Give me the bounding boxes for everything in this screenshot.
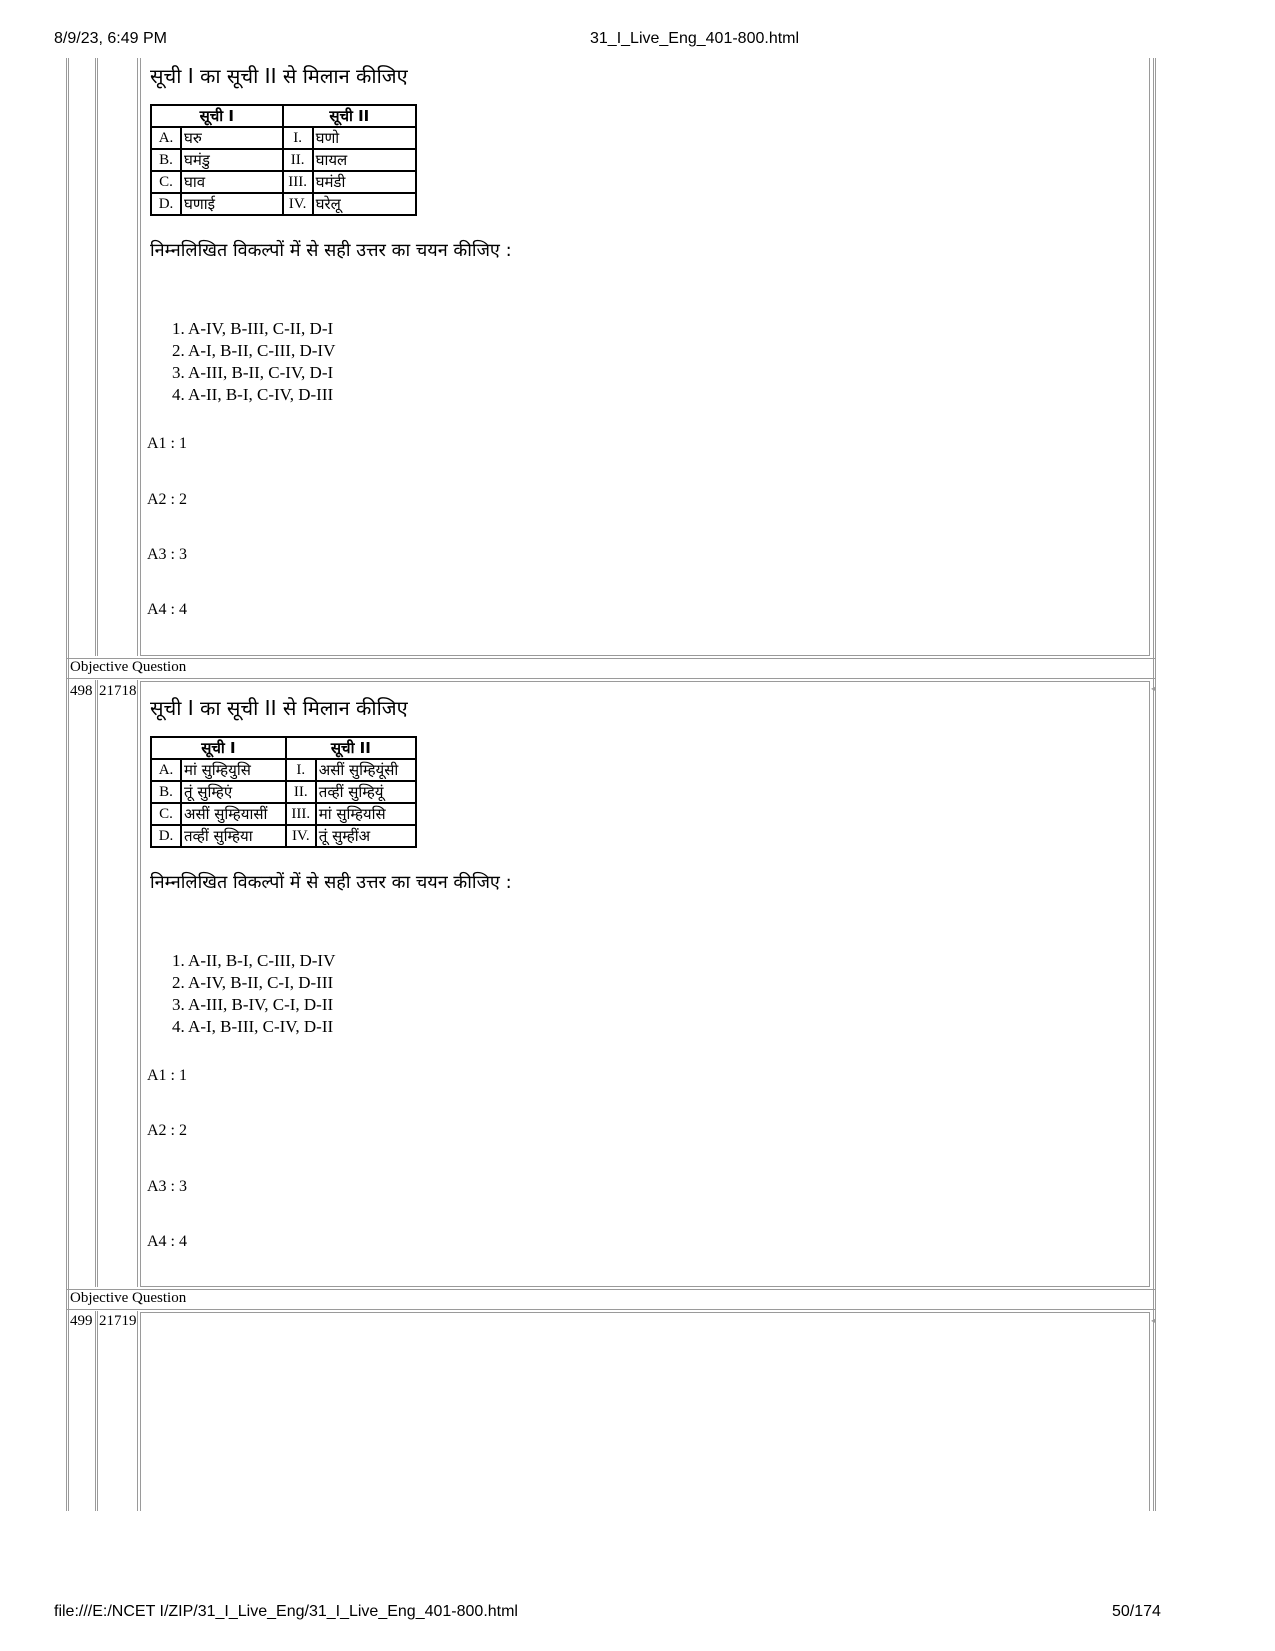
cell-divider — [95, 1311, 96, 1511]
instruction-text: निम्नलिखित विकल्पों में से सही उत्तर का चयन कीजिए : — [150, 240, 512, 261]
row-value: घणाई — [181, 193, 283, 215]
table-row — [151, 127, 416, 149]
row-value: घरु — [181, 127, 283, 149]
row-value: मां सुम्हियुसि — [181, 759, 286, 781]
question-content-box — [140, 1312, 1150, 1511]
cell-divider — [95, 680, 96, 1287]
row-separator — [66, 658, 1156, 659]
page-number: 50/174 — [1112, 1603, 1161, 1620]
cell-divider — [97, 58, 98, 656]
column-header: सूची I — [151, 105, 283, 127]
row-key: A. — [151, 127, 181, 149]
row-value: तूं सुम्हिएं — [181, 781, 286, 803]
row-value: घायल — [313, 149, 416, 171]
row-key: III. — [283, 171, 313, 193]
cell-divider — [137, 58, 138, 656]
expand-arrow-icon: ◂ — [1151, 1316, 1156, 1325]
option-item: 3. A-III, B-IV, C-I, D-II — [172, 995, 334, 1014]
option-item: 2. A-I, B-II, C-III, D-IV — [172, 341, 336, 360]
option-item: 1. A-II, B-I, C-III, D-IV — [172, 951, 336, 970]
row-value: घमंडी — [313, 171, 416, 193]
column-header: सूची I — [151, 737, 286, 759]
row-key: B. — [151, 781, 181, 803]
row-value: तव्हीं सुम्हिया — [181, 825, 286, 847]
instruction-text: निम्नलिखित विकल्पों में से सही उत्तर का चयन कीजिए : — [150, 872, 512, 893]
row-value: मां सुम्हियसि — [316, 803, 416, 825]
column-header: सूची II — [286, 737, 416, 759]
row-separator — [66, 1309, 1156, 1310]
row-key: D. — [151, 825, 181, 847]
row-value: घाव — [181, 171, 283, 193]
expand-arrow-icon: ◂ — [1151, 684, 1156, 693]
row-value: तूं सुम्हींअ — [316, 825, 416, 847]
options-list — [172, 318, 335, 406]
answer-option-1: A1 : 1 — [147, 1067, 187, 1084]
row-key: I. — [283, 127, 313, 149]
answer-option-2: A2 : 2 — [147, 491, 187, 508]
row-separator — [66, 1289, 1156, 1290]
row-key: IV. — [286, 825, 316, 847]
cell-divider — [137, 680, 138, 1287]
column-header: सूची II — [283, 105, 416, 127]
cell-divider — [97, 680, 98, 1287]
table-row — [151, 149, 416, 171]
answer-option-1: A1 : 1 — [147, 435, 187, 452]
table-row — [151, 803, 416, 825]
row-value: असीं सुम्हियूंसी — [316, 759, 416, 781]
question-number: 498 — [70, 683, 93, 699]
row-key: III. — [286, 803, 316, 825]
row-key: I. — [286, 759, 316, 781]
row-value: घणो — [313, 127, 416, 149]
file-path: file:///E:/NCET I/ZIP/31_I_Live_Eng/31_I_Live_Eng_401-800.html — [54, 1603, 518, 1620]
row-key: B. — [151, 149, 181, 171]
option-item: 2. A-IV, B-II, C-I, D-III — [172, 973, 334, 992]
row-key: II. — [283, 149, 313, 171]
row-key: II. — [286, 781, 316, 803]
table-border-left — [66, 58, 67, 1511]
answer-option-3: A3 : 3 — [147, 1178, 187, 1195]
match-table — [150, 104, 417, 216]
table-row — [151, 171, 416, 193]
row-value: असीं सुम्हियासीं — [181, 803, 286, 825]
option-item: 4. A-II, B-I, C-IV, D-III — [172, 385, 334, 404]
row-key: C. — [151, 171, 181, 193]
option-item: 4. A-I, B-III, C-IV, D-II — [172, 1017, 334, 1036]
row-value: तव्हीं सुम्हियूं — [316, 781, 416, 803]
table-border-right-inner — [1153, 58, 1154, 1511]
answer-option-3: A3 : 3 — [147, 546, 187, 563]
question-title: सूची I का सूची II से मिलान कीजिए — [150, 696, 408, 720]
question-id: 21719 — [99, 1313, 137, 1329]
option-item: 3. A-III, B-II, C-IV, D-I — [172, 363, 334, 382]
row-key: A. — [151, 759, 181, 781]
row-value: घरेलू — [313, 193, 416, 215]
table-row — [151, 759, 416, 781]
row-key: IV. — [283, 193, 313, 215]
print-datetime: 8/9/23, 6:49 PM — [54, 30, 167, 47]
row-separator — [66, 678, 1156, 679]
cell-divider — [97, 1311, 98, 1511]
table-border-right — [1155, 58, 1156, 1511]
options-list — [172, 950, 335, 1038]
cell-divider — [95, 58, 96, 656]
row-key: D. — [151, 193, 181, 215]
cell-divider — [137, 1311, 138, 1511]
question-title: सूची I का सूची II से मिलान कीजिए — [150, 64, 408, 88]
match-table — [150, 736, 417, 848]
table-row — [151, 193, 416, 215]
answer-option-2: A2 : 2 — [147, 1122, 187, 1139]
document-title: 31_I_Live_Eng_401-800.html — [590, 30, 800, 47]
table-row — [151, 781, 416, 803]
table-border-left-inner — [68, 58, 69, 1511]
row-key: C. — [151, 803, 181, 825]
option-item: 1. A-IV, B-III, C-II, D-I — [172, 319, 334, 338]
question-type-label: Objective Question — [70, 659, 187, 675]
table-row — [151, 825, 416, 847]
question-type-label: Objective Question — [70, 1290, 187, 1306]
question-number: 499 — [70, 1313, 93, 1329]
answer-option-4: A4 : 4 — [147, 601, 187, 618]
question-id: 21718 — [99, 683, 137, 699]
answer-option-4: A4 : 4 — [147, 1233, 187, 1250]
row-value: घमंडु — [181, 149, 283, 171]
